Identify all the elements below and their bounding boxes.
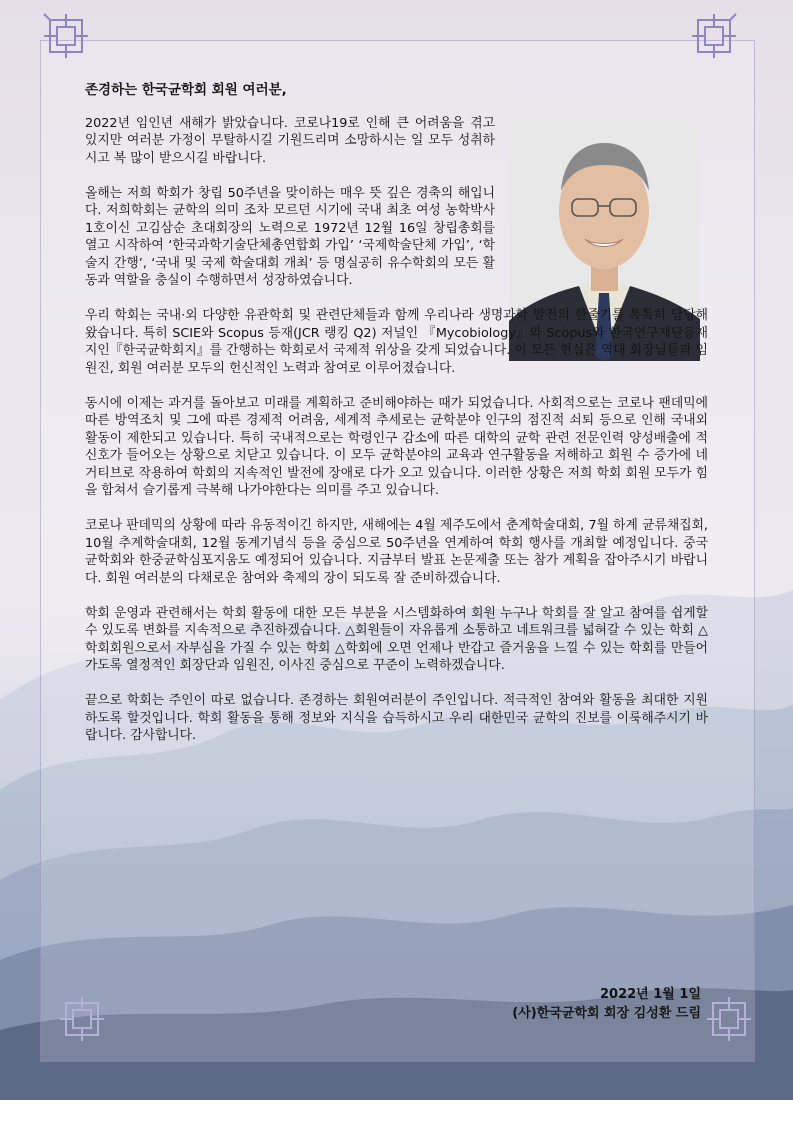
salutation: 존경하는 한국균학회 회원 여러분, — [85, 82, 287, 98]
signature-author: (사)한국균학회 회장 김성환 드림 — [512, 1006, 701, 1021]
signature-block — [512, 985, 701, 1023]
paragraph-challenges: 동시에 이제는 과거를 돌아보고 미래를 계획하고 준비해야하는 때가 되었습니다. 사회적으로는 코로나 팬데믹에 따른 방역조치 및 그에 따른 경제적 어려움, 세계적 추세로는 균학분야 인구의 점진적 쇠퇴 등으로 인해 국내외 활동이 제한되고 있습니다. 특히 국내적으로는 학령인구 감소에 따른 대학의 균학 관련 전문인력 양성배출에 적신호가 들어오는 상황으로 치닫고 있습니다. 이 모두 균학분야의 교육과 연구활동을 저해하고 회원 수 증가에 네거티브로 작용하여 학회의 지속적인 발전에 장애로 다가 오고 있습니다. 이러한 상황은 저희 학회 회원 모두가 힘을 합쳐서 슬기롭게 극복해 나가야한다는 의미를 주고 있습니다. — [85, 395, 708, 498]
paragraph-new-year: 2022년 임인년 새해가 밝았습니다. 코로나19로 인해 큰 어려움을 겪고 있지만 여러분 가정이 무탈하시길 기원드리며 소망하시는 일 모두 성취하시고 복 많이 받으시길 바랍니다. — [85, 115, 495, 166]
paragraph-history: 우리 학회는 국내·외 다양한 유관학회 및 관련단체들과 함께 우리나라 생명과학 발전의 한줄기를 톡톡히 담당해 왔습니다. 특히 SCIE와 Scopus 등재(JCR 랭킹 Q2) 저널인 『Mycobiology』와 Scopus와 한국연구재단등재지인『한국균학회지』를 간행하는 학회로서 국제적 위상을 갖게 되었습니다. 이 모든 현실은 역대 회장님들과 임원진, 회원 여러분 모두의 헌신적인 노력과 참여로 이루어졌습니다. — [85, 308, 708, 376]
lattice-ornament-icon — [705, 995, 753, 1043]
signature-date: 2022년 1월 1일 — [600, 987, 701, 1002]
paragraph-events: 코로나 판데믹의 상황에 따라 유동적이긴 하지만, 새해에는 4월 제주도에서 춘계학술대회, 7월 하계 균류채집회, 10월 추계학술대회, 12월 동계기념식 등을 중심으로 50주년을 연계하여 학회 행사를 개최할 예정입니다. 중국균학회와 한중균학심포지움도 예정되어 있습니다. 지금부터 발표 논문제출 또는 참가 계획을 잡아주시기 바랍니다. 회원 여러분의 다채로운 참여와 축제의 장이 되도록 잘 준비하겠습니다. — [85, 518, 708, 586]
letter-body — [85, 82, 708, 762]
lattice-ornament-icon — [690, 12, 738, 60]
paragraph-anniversary: 올해는 저희 학회가 창립 50주년을 맞이하는 매우 뜻 깊은 경축의 해입니다. 저희학회는 균학의 의미 조차 모르던 시기에 국내 최초 여성 농학박사 1호이신 고김삼순 초대회장의 노력으로 1972년 12월 16일 창립총회를 열고 시작하여 ‘한국과학기술단체총연합회 가입’ ‘국제학술단체 가입’, ‘학술지 간행’, ‘국내 및 국제 학술대회 개최’ 등 명실공히 유수학회의 모든 활동과 역할을 충실이 수행하면서 성장하였습니다. — [85, 185, 495, 288]
paragraph-operations: 학회 운영과 관련해서는 학회 활동에 대한 모든 부분을 시스템화하여 회원 누구나 학회를 잘 알고 참여를 쉽게할 수 있도록 변화를 지속적으로 추진하겠습니다. △회원들이 자유롭게 소통하고 네트워크를 넓혀갈 수 있는 학회 △학회회원으로서 자부심을 가질 수 있는 학회 △학회에 오면 언제나 반갑고 즐거움을 느낄 수 있는 학회를 만들어 가도록 열정적인 회장단과 임원진, 이사진 중심으로 꾸준이 노력하겠습니다. — [85, 605, 708, 673]
lattice-ornament-icon — [42, 12, 90, 60]
lattice-ornament-icon — [58, 995, 106, 1043]
paragraph-closing: 끝으로 학회는 주인이 따로 없습니다. 존경하는 회원여러분이 주인입니다. 적극적인 참여와 활동을 최대한 지원하도록 할것입니다. 학회 활동을 통해 정보와 지식을 습득하시고 우리 대한민국 균학의 진보를 이룩해주시기 바랍니다. 감사합니다. — [85, 693, 708, 743]
